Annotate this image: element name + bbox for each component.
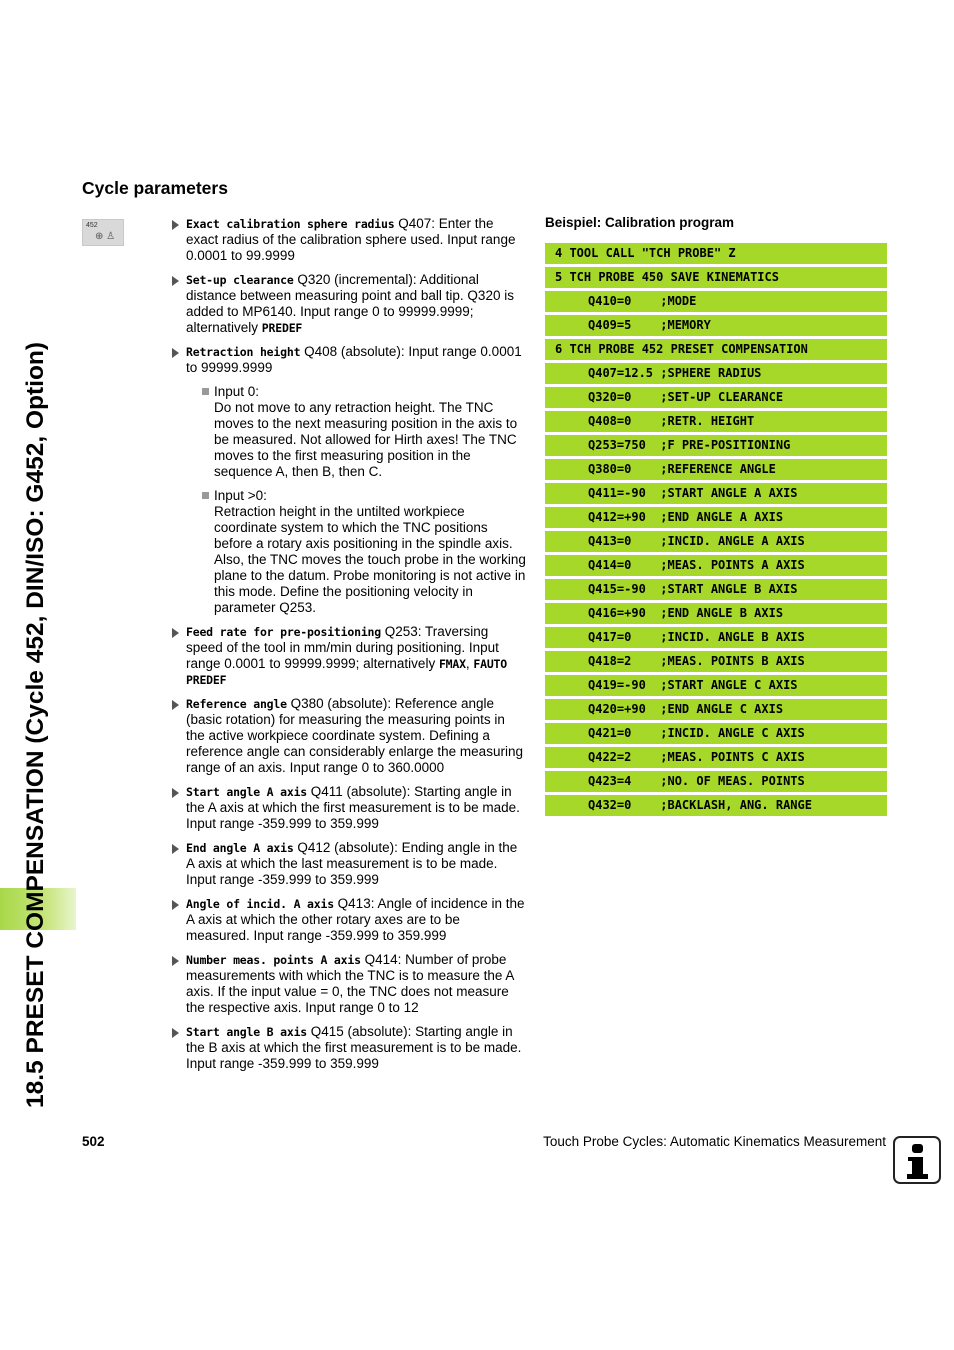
code-line: 5 TCH PROBE 450 SAVE KINEMATICS [545,267,887,288]
sub-text: Retraction height in the untilted workpiece coordinate system to which the TNC positions before a rotary axis positioning in the spindle axis. Also, the TNC moves the touch probe in the working plane to the datum. Probe monitoring is not active in this mode. Define the positioning velocity in parameter Q253. [214,504,526,615]
parameter-list [172,216,526,1080]
param-item [172,784,526,832]
cycle-452-icon [82,219,124,246]
code-line: Q320=0 ;SET-UP CLEARANCE [545,387,887,408]
info-icon [893,1136,941,1184]
param-desc: Q320 (incremental): Additional distance between measuring point and ball tip. Q320 is added to MP6140. Input range 0 to 99999.9999; alternatively [186,272,514,335]
code-line: Q420=+90 ;END ANGLE C AXIS [545,699,887,720]
param-name: Exact calibration sphere radius [186,217,395,231]
param-item [172,216,526,264]
code-line: 6 TCH PROBE 452 PRESET COMPENSATION [545,339,887,360]
bullet-arrow-icon [172,788,179,798]
bullet-arrow-icon [172,1028,179,1038]
param-name: End angle A axis [186,841,294,855]
sub-label: Input >0: [214,488,267,503]
code-line: Q432=0 ;BACKLASH, ANG. RANGE [545,795,887,816]
param-name: Retraction height [186,345,301,359]
param-desc: Q253: Traversing speed of the tool in mm/min during positioning. Input range 0.0001 to 99999.9999; alternatively [186,624,499,671]
param-name: Start angle B axis [186,1025,308,1039]
page-number: 502 [82,1134,105,1149]
code-line: Q419=-90 ;START ANGLE C AXIS [545,675,887,696]
code-line: Q416=+90 ;END ANGLE B AXIS [545,603,887,624]
section-heading: Cycle parameters [82,178,228,198]
param-name: Set-up clearance [186,273,294,287]
param-desc: Q412 (absolute): Ending angle in the A axis at which the last measurement is to be made. Input range -359.999 to 359.999 [186,840,518,887]
bullet-arrow-icon [172,900,179,910]
param-item [172,952,526,1016]
code-line: Q422=2 ;MEAS. POINTS C AXIS [545,747,887,768]
code-listing [545,243,887,819]
param-name: Number meas. points A axis [186,953,361,967]
param-item [172,1024,526,1072]
code-line: Q423=4 ;NO. OF MEAS. POINTS [545,771,887,792]
param-desc: Q407: Enter the exact radius of the calibration sphere used. Input range 0.0001 to 99.9999 [186,216,516,263]
example-title: Beispiel: Calibration program [545,215,735,230]
code-line: Q415=-90 ;START ANGLE B AXIS [545,579,887,600]
param-keyword: PREDEF [261,321,303,335]
param-desc: Q413: Angle of incidence in the A axis at which the other rotary axes are to be measured. Input range -359.999 to 359.999 [186,896,525,943]
code-line: Q407=12.5 ;SPHERE RADIUS [545,363,887,384]
param-name: Feed rate for pre-positioning [186,625,381,639]
code-line: Q418=2 ;MEAS. POINTS B AXIS [545,651,887,672]
chapter-side-title: 18.5 PRESET COMPENSATION (Cycle 452, DIN/ISO: G452, Option) [22,341,49,1108]
param-keyword: FAUTO [473,657,507,671]
sub-text: Do not move to any retraction height. The TNC moves to the next measuring position in the axis to be measured. Not allowed for Hirth axes! The TNC moves to the first measuring position in the sequence A, then B, then C. [214,400,518,479]
param-desc: Q408 (absolute): Input range 0.0001 to 99999.9999 [186,344,522,375]
param-item [172,896,526,944]
sub-item [186,488,526,616]
code-line: Q253=750 ;F PRE-POSITIONING [545,435,887,456]
param-item [172,840,526,888]
param-item [172,344,526,616]
param-name: Angle of incid. A axis [186,897,334,911]
code-line: Q411=-90 ;START ANGLE A AXIS [545,483,887,504]
square-bullet-icon [202,388,209,395]
param-item [172,624,526,688]
param-keyword: PREDEF [186,673,227,687]
bullet-arrow-icon [172,276,179,286]
bullet-arrow-icon [172,844,179,854]
param-desc: Q415 (absolute): Starting angle in the B axis at which the first measurement is to be made. Input range -359.999 to 359.999 [186,1024,522,1071]
param-item [172,696,526,776]
code-line: Q410=0 ;MODE [545,291,887,312]
sub-item [186,384,526,480]
bullet-arrow-icon [172,348,179,358]
probe-sphere-icon: ⊕ ♙ [95,231,116,242]
param-name: Reference angle [186,697,287,711]
param-keyword: FMAX [438,657,466,671]
param-desc: Q414: Number of probe measurements with which the TNC is to measure the A axis. If the input value = 0, the TNC does not measure the respective axis. Input range 0 to 12 [186,952,514,1015]
code-line: Q408=0 ;RETR. HEIGHT [545,411,887,432]
bullet-arrow-icon [172,956,179,966]
param-desc: Q380 (absolute): Reference angle (basic rotation) for measuring the measuring points in the active workpiece coordinate system. Defining a reference angle can considerably enlarge the measuring range of an axis. Input range 0 to 360.0000 [186,696,523,775]
param-item [172,272,526,336]
code-line: Q417=0 ;INCID. ANGLE B AXIS [545,627,887,648]
sub-label: Input 0: [214,384,260,399]
code-line: Q409=5 ;MEMORY [545,315,887,336]
code-line: 4 TOOL CALL "TCH PROBE" Z [545,243,887,264]
param-separator: , [465,656,474,671]
param-desc: Q411 (absolute): Starting angle in the A axis at which the first measurement is to be made. Input range -359.999 to 359.999 [186,784,520,831]
code-line: Q412=+90 ;END ANGLE A AXIS [545,507,887,528]
code-line: Q380=0 ;REFERENCE ANGLE [545,459,887,480]
bullet-arrow-icon [172,220,179,230]
bullet-arrow-icon [172,700,179,710]
cycle-icon-number: 452 [86,222,98,229]
square-bullet-icon [202,492,209,499]
footer-title: Touch Probe Cycles: Automatic Kinematics Measurement [543,1134,886,1149]
code-line: Q421=0 ;INCID. ANGLE C AXIS [545,723,887,744]
code-line: Q413=0 ;INCID. ANGLE A AXIS [545,531,887,552]
bullet-arrow-icon [172,628,179,638]
code-line: Q414=0 ;MEAS. POINTS A AXIS [545,555,887,576]
param-name: Start angle A axis [186,785,308,799]
